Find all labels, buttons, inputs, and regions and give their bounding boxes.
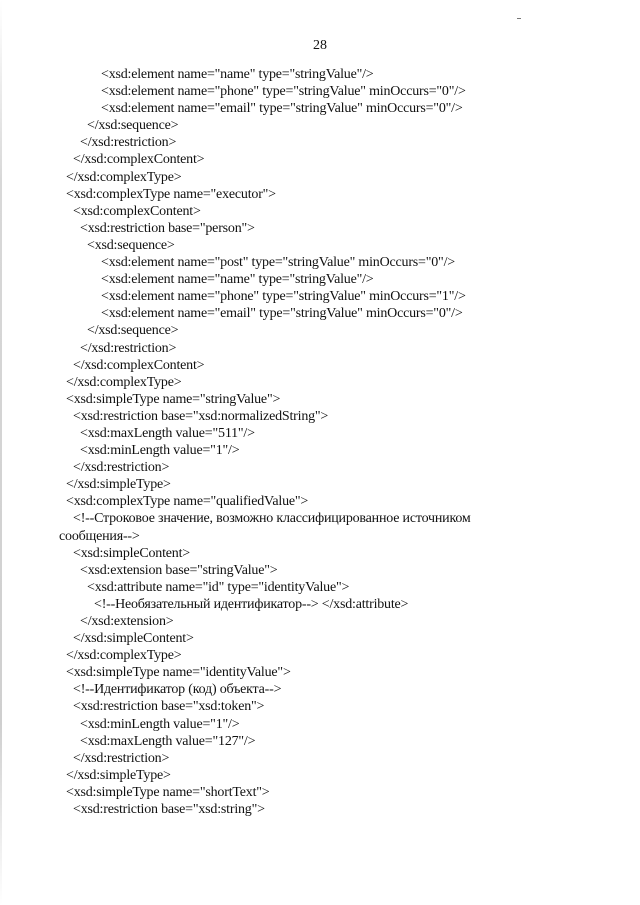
code-line: <xsd:element name="phone" type="stringValue" minOccurs="0"/> (101, 84, 466, 100)
code-line: <!--Строковое значение, возможно классифицированное источником (73, 511, 471, 527)
code-line: <xsd:element name="name" type="stringValue"/> (101, 272, 374, 288)
scan-mark (517, 18, 521, 19)
code-line: </xsd:sequence> (87, 118, 179, 134)
code-line: </xsd:restriction> (73, 750, 170, 766)
page-number: 28 (313, 38, 327, 53)
code-line: <xsd:minLength value="1"/> (80, 443, 240, 459)
code-line: </xsd:restriction> (80, 340, 177, 356)
code-line: <!--Идентификатор (код) объекта--> (73, 682, 282, 698)
code-line: </xsd:simpleType> (66, 477, 171, 493)
code-line: <xsd:element name="email" type="stringValue" minOccurs="0"/> (101, 306, 463, 322)
code-line: </xsd:sequence> (87, 323, 179, 339)
code-line: </xsd:extension> (80, 614, 174, 629)
code-line: <xsd:sequence> (87, 237, 175, 253)
code-line: <xsd:maxLength value="511"/> (80, 425, 255, 441)
code-line: <!--Необязательный идентификатор--> </xsd:attribute> (94, 596, 409, 612)
code-line: </xsd:complexType> (66, 169, 182, 185)
code-line: </xsd:restriction> (80, 135, 177, 151)
code-line: <xsd:maxLength value="127"/> (80, 733, 256, 749)
code-line: <xsd:simpleType name="stringValue"> (66, 391, 281, 407)
code-line: </xsd:restriction> (73, 460, 170, 476)
code-line: <xsd:complexType name="qualifiedValue"> (66, 494, 309, 510)
code-line: <xsd:attribute name="id" type="identityValue"> (87, 579, 350, 595)
code-line: <xsd:complexType name="executor"> (66, 186, 276, 202)
code-line: сообщения--> (59, 528, 140, 544)
code-line: <xsd:element name="email" type="stringValue" minOccurs="0"/> (101, 101, 463, 117)
code-line: <xsd:restriction base="person"> (80, 220, 255, 236)
code-line: </xsd:simpleType> (66, 767, 171, 783)
code-line: <xsd:restriction base="xsd:token"> (73, 699, 265, 715)
code-line: </xsd:complexContent> (73, 357, 205, 373)
code-line: <xsd:simpleType name="identityValue"> (66, 665, 291, 681)
code-line: <xsd:element name="post" type="stringValue" minOccurs="0"/> (101, 255, 455, 271)
code-line: </xsd:complexContent> (73, 152, 205, 168)
code-line: <xsd:restriction base="xsd:string"> (73, 802, 265, 818)
code-line: <xsd:minLength value="1"/> (80, 716, 240, 732)
code-line: <xsd:element name="name" type="stringValue"/> (101, 67, 374, 82)
xsd-code-listing (0, 66, 640, 818)
code-line: <xsd:simpleType name="shortText"> (66, 784, 270, 800)
code-line: <xsd:element name="phone" type="stringValue" minOccurs="1"/> (101, 289, 466, 305)
code-line: <xsd:complexContent> (73, 203, 201, 219)
code-line: <xsd:extension base="stringValue"> (80, 562, 278, 578)
code-line: <xsd:simpleContent> (73, 545, 190, 561)
code-line: </xsd:simpleContent> (73, 631, 194, 647)
code-line: </xsd:complexType> (66, 374, 182, 390)
code-line: </xsd:complexType> (66, 648, 182, 664)
code-line: <xsd:restriction base="xsd:normalizedString"> (73, 408, 329, 424)
